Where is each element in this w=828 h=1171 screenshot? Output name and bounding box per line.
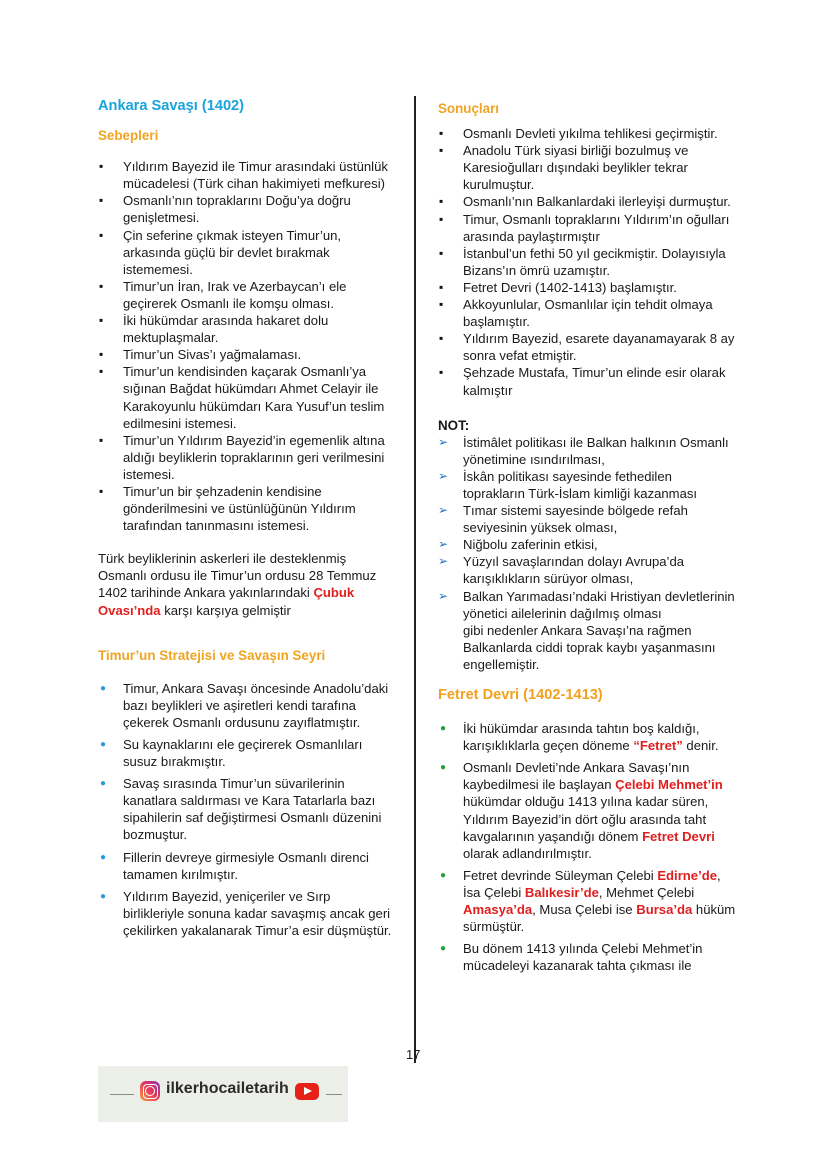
results-list bbox=[438, 125, 736, 399]
list-item: ▪ Osmanlı’nın topraklarını Doğu’ya doğru genişletmesi. bbox=[98, 192, 394, 226]
list-item: ● Bu dönem 1413 yılında Çelebi Mehmet’in mücadeleyi kazanarak tahta çıkması ile bbox=[438, 940, 736, 974]
fetret-heading: Fetret Devri (1402-1413) bbox=[438, 687, 603, 703]
list-item: ● Yıldırım Bayezid, yeniçeriler ve Sırp birlikleriyle sonuna kadar savaşmış ancak geri çekilirken yakalanarak Timur’a esir düşmüştür. bbox=[98, 888, 394, 939]
list-item: ▪ Yıldırım Bayezid ile Timur arasındaki üstünlük mücadelesi (Türk cihan hakimiyeti mefkuresi) bbox=[98, 158, 394, 192]
list-item: ▪ Timur’un bir şehzadenin kendisine gönderilmesini ve üstünlüğünün Yıldırım tarafından tanınmasını istemesi. bbox=[98, 483, 394, 534]
list-item: ● Timur, Ankara Savaşı öncesinde Anadolu’daki bazı beylikleri ve aşiretleri kendi tarafına çekerek Osmanlı ordusunu zayıflatmıştır. bbox=[98, 680, 394, 731]
list-item: ▪ Timur’un Sivas’ı yağmalaması. bbox=[98, 346, 394, 363]
column-divider bbox=[414, 96, 416, 1063]
causes-list bbox=[98, 158, 394, 534]
youtube-icon bbox=[295, 1083, 319, 1100]
list-item: ● Su kaynaklarını ele geçirerek Osmanlıları susuz bırakmıştır. bbox=[98, 736, 394, 770]
footer-rule bbox=[326, 1094, 342, 1095]
list-item: ▪ Anadolu Türk siyasi birliği bozulmuş ve Karesioğulları dışındaki beylikler tekrar kurulmuştur. bbox=[438, 142, 736, 193]
list-item: ▪ İstanbul’un fethi 50 yıl gecikmiştir. Dolayısıyla Bizans’ın ömrü uzamıştır. bbox=[438, 245, 736, 279]
list-item: ➢ Yüzyıl savaşlarından dolayı Avrupa’da karışıklıkların sürüyor olması, bbox=[438, 553, 736, 587]
instagram-icon bbox=[140, 1081, 160, 1101]
list-item: ▪ Osmanlı’nın Balkanlardaki ilerleyişi durmuştur. bbox=[438, 193, 736, 210]
list-item: ➢ İstimâlet politikası ile Balkan halkının Osmanlı yönetimine ısındırılması, bbox=[438, 434, 736, 468]
list-item: ▪ Osmanlı Devleti yıkılma tehlikesi geçirmiştir. bbox=[438, 125, 736, 142]
results-heading: Sonuçları bbox=[438, 101, 500, 116]
list-item: ▪ Timur’un İran, Irak ve Azerbaycan’ı ele geçirerek Osmanlı ile komşu olması. bbox=[98, 278, 394, 312]
list-item: ▪ Timur, Osmanlı topraklarını Yıldırım’ın oğulları arasında paylaştırmıştır bbox=[438, 211, 736, 245]
battle-paragraph: Türk beyliklerinin askerleri ile desteklenmiş Osmanlı ordusu ile Timur’un ordusu 28 Temmuz 1402 tarihinde Ankara yakınlarındaki Çubuk Ovası’nda karşı karşıya gelmiştir bbox=[98, 551, 377, 618]
note-conclusion: gibi nedenler Ankara Savaşı’na rağmen Balkanlarda ciddi toprak kaybı yaşanmasını engellemiştir. bbox=[463, 622, 716, 672]
list-item: ▪ Şehzade Mustafa, Timur’un elinde esir olarak kalmıştır bbox=[438, 364, 736, 398]
list-item: ▪ Timur’un Yıldırım Bayezid’in egemenlik altına aldığı beyliklerin topraklarının geri verilmesini istemesi. bbox=[98, 432, 394, 483]
list-item: ● Savaş sırasında Timur’un süvarilerinin kanatlara saldırması ve Kara Tatarlarla bazı sipahilerin saf değiştirmesi Osmanlı düzenini bozmuştur. bbox=[98, 775, 394, 843]
social-handle: ilkerhocailetarih bbox=[166, 1080, 289, 1097]
list-item: ➢ Niğbolu zaferinin etkisi, bbox=[438, 536, 736, 553]
notes-list bbox=[438, 434, 736, 622]
list-item: ● Osmanlı Devleti’nde Ankara Savaşı’nın kaybedilmesi ile başlayan Çelebi Mehmet’in hükümdar olduğu 1413 yılına kadar süren, Yıldırım Bayezid’in dört oğlu arasında taht kavgalarının yaşandığı dönem Fetret Devri olarak adlandırılmıştır. bbox=[438, 759, 736, 862]
footer-banner bbox=[98, 1066, 348, 1122]
section-title: Ankara Savaşı (1402) bbox=[98, 98, 245, 114]
list-item: ▪ Yıldırım Bayezid, esarete dayanamayarak 8 ay sonra vefat etmiştir. bbox=[438, 330, 736, 364]
page-number: 17 bbox=[406, 1047, 421, 1062]
list-item: ● İki hükümdar arasında tahtın boş kaldığı, karışıklıklarla geçen döneme “Fetret” denir. bbox=[438, 720, 736, 754]
strategy-heading: Timur’un Stratejisi ve Savaşın Seyri bbox=[98, 647, 326, 663]
left-column bbox=[98, 96, 394, 944]
list-item: ▪ Fetret Devri (1402-1413) başlamıştır. bbox=[438, 279, 736, 296]
list-item: ● Fillerin devreye girmesiyle Osmanlı direnci tamamen kırılmıştır. bbox=[98, 849, 394, 883]
list-item: ➢ İskân politikası sayesinde fethedilen toprakların Türk-İslam kimliği kazanması bbox=[438, 468, 736, 502]
list-item: ▪ İki hükümdar arasında hakaret dolu mektuplaşmalar. bbox=[98, 312, 394, 346]
note-heading: NOT: bbox=[438, 417, 470, 433]
strategy-list bbox=[98, 680, 394, 939]
list-item: ▪ Timur’un kendisinden kaçarak Osmanlı’ya sığınan Bağdat hükümdarı Ahmet Celayir ile Karakoyunlu hükümdarı Kara Yusuf’un teslim edilmesini istemesi. bbox=[98, 363, 394, 431]
list-item: ▪ Akkoyunlular, Osmanlılar için tehdit olmaya başlamıştır. bbox=[438, 296, 736, 330]
list-item: ● Fetret devrinde Süleyman Çelebi Edirne’de, İsa Çelebi Balıkesir’de, Mehmet Çelebi Amasya’da, Musa Çelebi ise Bursa’da hüküm sürmüştür. bbox=[438, 867, 736, 935]
list-item: ▪ Çin seferine çıkmak isteyen Timur’un, arkasında güçlü bir devlet bırakmak istememesi. bbox=[98, 227, 394, 278]
right-column bbox=[438, 96, 736, 979]
list-item: ➢ Balkan Yarımadası’ndaki Hristiyan devletlerinin yönetici ailelerinin dağılmış olması bbox=[438, 588, 736, 622]
fetret-list bbox=[438, 720, 736, 974]
list-item: ➢ Tımar sistemi sayesinde bölgede refah seviyesinin yüksek olması, bbox=[438, 502, 736, 536]
causes-heading: Sebepleri bbox=[98, 128, 159, 144]
footer-rule bbox=[110, 1094, 134, 1095]
